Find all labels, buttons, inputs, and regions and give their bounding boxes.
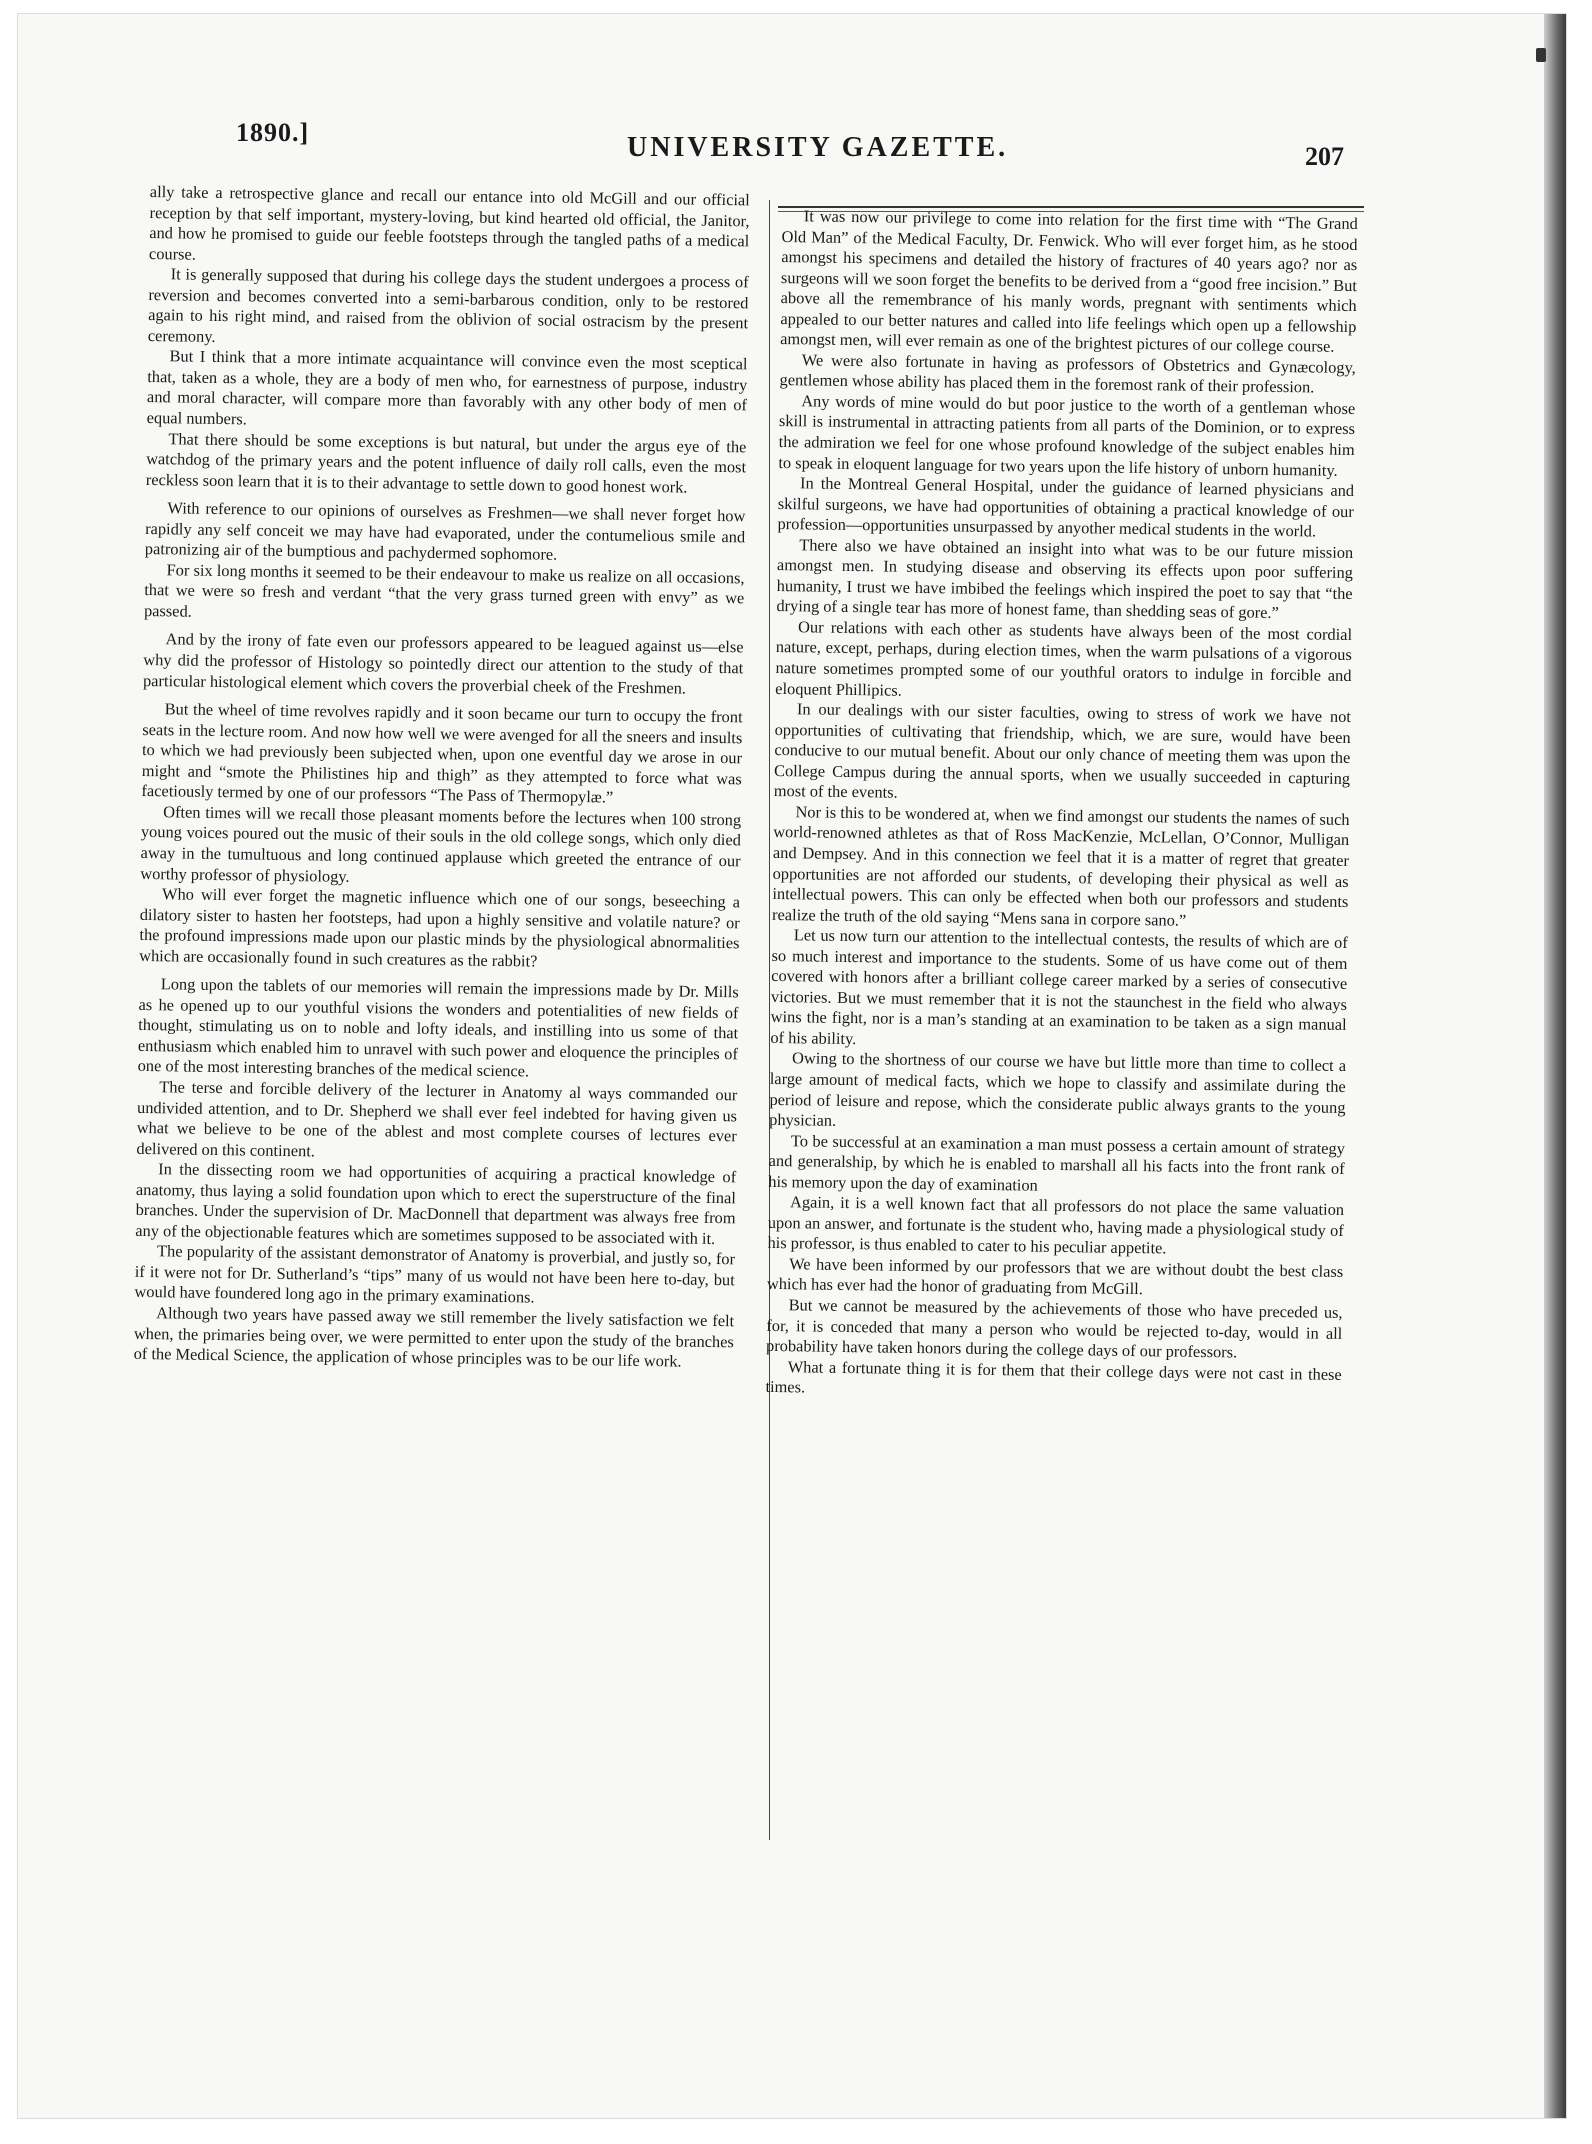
paragraph: Let us now turn our attention to the intellectual contests, the results of which are of so much interest and importance to the students. Some of us have come out of them covered with honors after a brilliant college career marked by a series of consecutive victories. But we must remember that it is not the staunchest in the field who always wins the fight, nor is a man’s standing at an examination to be taken as a sign manual of his ability. [770,925,1348,1048]
paragraph: It was now our privilege to come into relation for the first time with “The Grand Old Man” of the Medical Faculty, Dr. Fenwick. Who will ever forget him, as he stood amongst his specimens and detailed the history of fractures of 40 years ago? nor as surgeons will we soon forget the benefits to be derived from a “good free incision.” But above all the remembrance of his manly words, pregnant with sentiments which appealed to our better natures and called into life feelings which open up a fellowship amongst men, will ever remain as one of the brightest pictures of our college course. [780,206,1358,357]
paragraph: With reference to our opinions of ourselves as Freshmen—we shall never forget how rapidly any self conceit we may have had evaporated, under the contumelious smile and patronizing air of the bumptious and pachydermed sophomore. [144,498,746,565]
paragraph: In our dealings with our sister faculties, owing to stress of work we have not opportunities of cultivating that friendship, which, we are sure, would have been conducive to our mutual benefit. About our only chance of meeting them was upon the College Campus during the annual sports, when we usually succeeded in capturing most of the events. [773,699,1352,802]
paragraph: That there should be some exceptions is but natural, but under the argus eye of the watchdog of the primary years and the potent influence of daily roll calls, even the most reckless soon learn that it is to their advantage to settle down to good honest work. [145,428,747,497]
header-year: 1890.] [236,118,310,147]
paragraph: Who will ever forget the magnetic influence which one of our songs, beseeching a dilatory sister to hasten her footsteps, had upon a highly sensitive and volatile nature? or the profound impressions made upon our plastic minds by the physiological abnormalities which are occasionally found in such creatures as the rabbit? [139,884,741,971]
paragraph: What a fortunate thing it is for them that their college days were not cast in these times. [765,1356,1342,1397]
paragraph: Long upon the tablets of our memories will remain the impressions made by Dr. Mills as he opened up to our youthful visions the wonders and potentialities of new fields of thought, stimulating us on to noble and lofty ideals, and instilling into us some of that enthusiasm which enabled him to unravel with such power and eloquence the principles of one of the most interesting branches of the medical science. [137,974,739,1081]
paragraph: Again, it is a well known fact that all professors do not place the same valuation upon an answer, and fortunate is the student who, having made a physiological study of his professor, is thus enabled to cater to his peculiar appetite. [767,1192,1345,1258]
header-title: UNIVERSITY GAZETTE. [627,132,1009,163]
left-column [133,182,749,1373]
paragraph: Nor is this to be wondered at, when we find amongst our students the names of such world-renowned athletes as that of Ross MacKenzie, McLellan, O’Connor, Mulligan and Dempsey. And in this connection we feel that it is a matter of regret that greater opportunities are not afforded our students, of developing their physical as well as intellectual powers. This can only be effected when both our professors and students realize the truth of the old saying “Mens sana in corpore sano.” [771,802,1350,930]
paragraph: The terse and forcible delivery of the lecturer in Anatomy al ways commanded our undivided attention, and to Dr. Shepherd we shall ever feel indebted for having given us what we believe to be one of the ablest and most complete courses of lectures ever delivered on this continent. [136,1077,738,1161]
paragraph: And by the irony of fate even our professors appeared to be leagued against us—else why did the professor of Histology so pointedly direct our attention to the study of that particular histological element which covers the proverbial cheek of the Freshmen. [142,629,744,698]
paragraph: The popularity of the assistant demonstrator of Anatomy is proverbial, and justly so, for if it were not for Dr. Sutherland’s “tips” many of us would not have been here to-day, but would have foundered long ago in the primary examinations. [134,1241,736,1307]
paragraph: But I think that a more intimate acquaintance will convince even the most sceptical that, taken as a whole, they are a body of men who, for earnestness of purpose, industry and moral character, will compare more than favorably with any other body of men of equal numbers. [146,346,748,429]
paragraph: But the wheel of time revolves rapidly and it soon became our turn to occupy the front seats in the lecture room. And now how well we were avenged for all the sneers and insults to which we had previously been subjected when, upon one eventful day we arose in our might and “smote the Philistines hip and thigh” as they attempted to force what was facetiously termed by one of our professors “The Pass of Thermopylæ.” [141,699,743,807]
paragraph: Although two years have passed away we still remember the lively satisfaction we felt when, the primaries being over, we were permitted to enter upon the study of the branches of the Medical Science, the application of whose principles was to be our life work. [133,1303,735,1371]
paragraph: In the dissecting room we had opportunities of acquiring a practical knowledge of anatomy, thus laying a solid foundation upon which to erect the superstructure of the final branches. Under the supervision of Dr. MacDonnell that department was always free from any of the objectionable features which are sometimes supposed to be associated with it. [135,1159,737,1248]
right-column [765,206,1358,1406]
running-header [212,112,1344,172]
page-number: 207 [1305,142,1344,171]
paragraph: We have been informed by our professors that we are without doubt the best class which has ever had the honor of graduating from McGill. [766,1254,1344,1299]
paragraph: In the Montreal General Hospital, under the guidance of learned physicians and skilful surgeons, we have had opportunities of obtaining a practical knowledge of our profession—opportunities unsurpassed by anyother medical students in the world. [777,473,1355,541]
paragraph: Our relations with each other as students have always been of the most cordial nature, except, perhaps, during election times, when the warm pulsations of a vigorous nature sometimes prompted some of our youthful orators to indulge in forcible and eloquent Phillipics. [775,617,1353,700]
paragraph: We were also fortunate in having as professors of Obstetrics and Gynæcology, gentlemen whose ability has placed them in the foremost rank of their profession. [779,350,1356,397]
paragraph: It is generally supposed that during his college days the student undergoes a process of reversion and becomes converted into a semi-barbarous condition, only to be restored again to his right mind, and raised from the oblivion of social ostracism by the present ceremony. [147,264,749,346]
paragraph: But we cannot be measured by the achievements of those who have preceded us, for, it is conceded that many a person who would be rejected to-day, would in all probability have taken honors during the college days of our professors. [765,1295,1343,1362]
paragraph: To be successful at an examination a man must possess a certain amount of strategy and generalship, by which he is enabled to marshall all his facts into the front rank of his memory upon the day of examination [768,1130,1346,1195]
paragraph: There also we have obtained an insight into what was to be our future mission amongst men. In studying disease and observing its effects upon poor suffering humanity, I trust we have imbibed the feelings which inspired the poet to say that “the drying of a single tear has more of honest fame, than shedding seas of gore.” [776,535,1354,623]
paragraph: Any words of mine would do but poor justice to the worth of a gentleman whose skill is instrumental in attracting patients from all parts of the Dominion, or to express the admiration we feel for one whose profound knowledge of the subject enables him to speak in eloquent language for two years upon the life history of unborn humanity. [778,391,1356,480]
corner-mark [1536,48,1546,62]
paragraph: Often times will we recall those pleasant moments before the lectures when 100 strong young voices poured out the music of their souls in the old college songs, which only died away in the tumultuous and long continued applause which greeted the entrance of our worthy professor of physiology. [140,802,742,886]
paragraph: ally take a retrospective glance and recall our ent​ance into old McGill and our official reception by that self important, mystery-loving, but kind hearted old official, the Janitor, and how he promised to guide our feeble footsteps through the tangled paths of a medical course. [148,182,750,264]
paragraph: For six long months it seemed to be their endeavour to make us realize on all occasions, that we were so fresh and verdant “that the very grass turned green with envy” as we passed. [143,560,745,621]
book-spine-edge [1544,14,1566,2118]
paragraph: Owing to the shortness of our course we have but little more than time to collect a large amount of medical facts, which we hope to classify and assimilate during the period of leisure and repose, which the considerate public always grants to the young physician. [769,1048,1347,1130]
